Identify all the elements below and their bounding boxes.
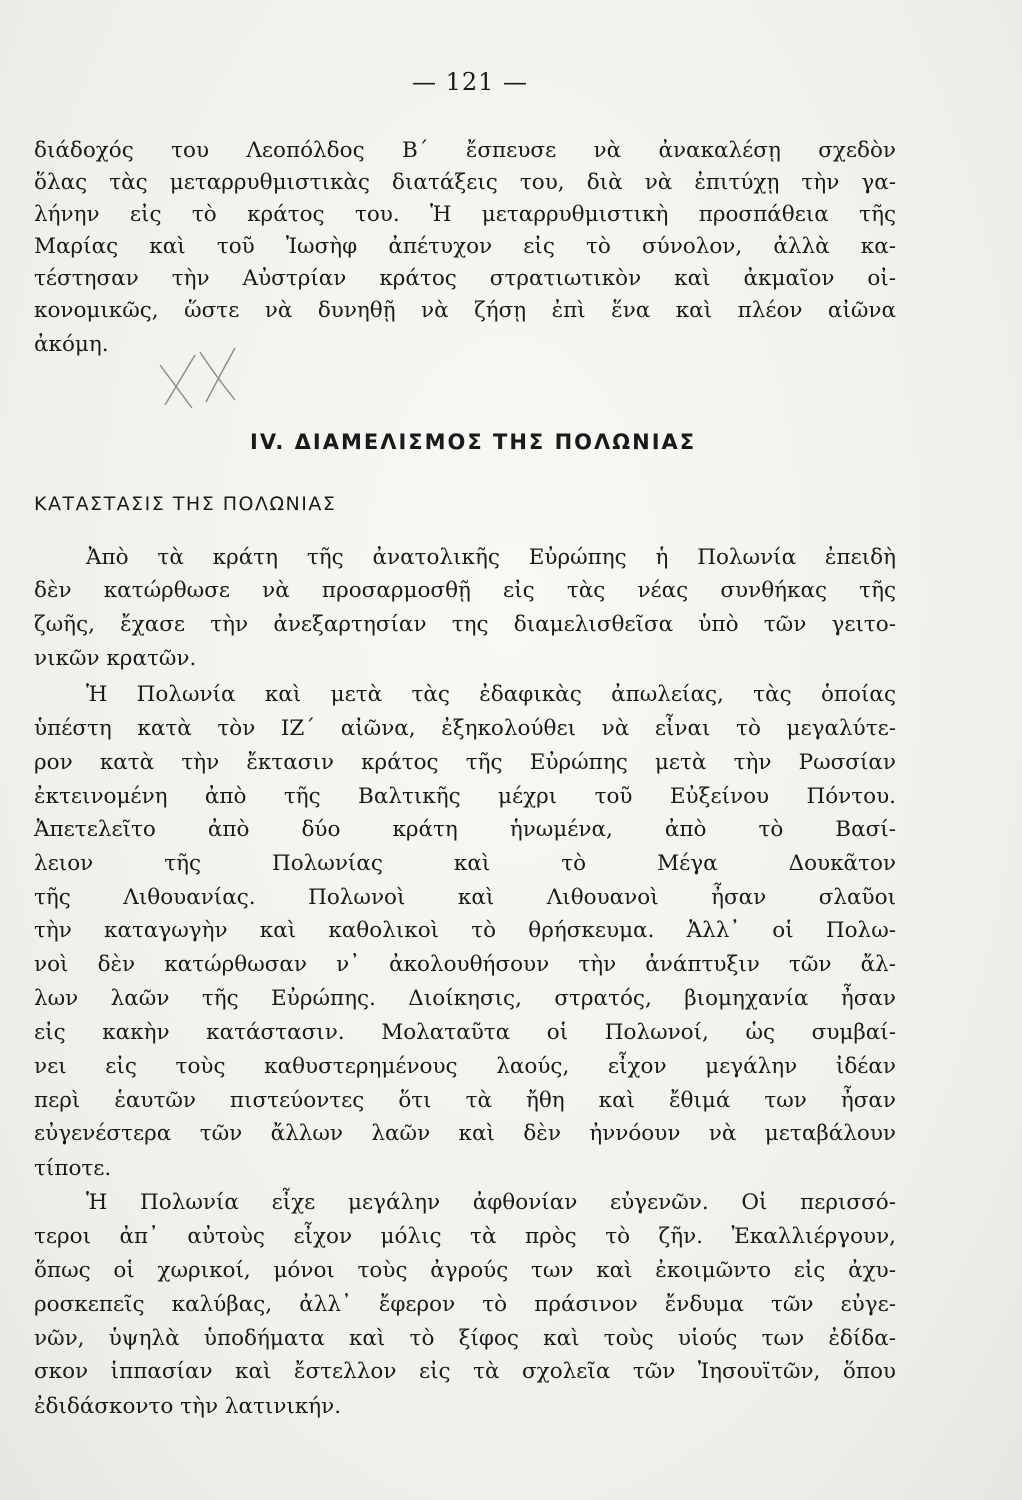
text-line: ροσκεπεῖς καλύβας, ἀλλ᾿ ἔφερον τὸ πράσινον ἔνδυμα τῶν εὐγε-	[34, 1292, 896, 1317]
text-line: ζωῆς, ἔχασε τὴν ἀνεξαρτησίαν της διαμελισθεῖσα ὑπὸ τῶν γειτο-	[34, 612, 896, 637]
text-line: νικῶν κρατῶν.	[34, 646, 197, 671]
text-line: σκον ἱππασίαν καὶ ἔστελλον εἰς τὰ σχολεῖα τῶν Ἰησουϊτῶν, ὅπου	[34, 1359, 896, 1384]
text-line: ρον κατὰ τὴν ἔκτασιν κράτος τῆς Εὐρώπης μετὰ τὴν Ρωσσίαν	[34, 750, 896, 775]
text-line: νῶν, ὑψηλὰ ὑποδήματα καὶ τὸ ξίφος καὶ τοὺς υἱούς των ἐδίδα-	[34, 1326, 896, 1351]
section-subheading: ΚΑΤΑΣΤΑΣΙΣ ΤΗΣ ΠΟΛΩΝΙΑΣ	[34, 493, 337, 515]
text-line: νει εἰς τοὺς καθυστερημένους λαούς, εἶχον μεγάλην ἰδέαν	[34, 1054, 896, 1079]
text-line: ὅπως οἱ χωρικοί, μόνοι τοὺς ἀγρούς των καὶ ἐκοιμῶντο εἰς ἀχυ-	[34, 1258, 896, 1283]
text-line: διάδοχός του Λεοπόλδος Β΄ ἔσπευσε νὰ ἀνακαλέσῃ σχεδὸν	[34, 138, 896, 163]
text-line: ἐδιδάσκοντο τὴν λατινικήν.	[34, 1394, 342, 1419]
text-line: ἀκόμη.	[34, 332, 109, 357]
text-line: τίποτε.	[34, 1156, 112, 1181]
text-line: Ἡ Πολωνία καὶ μετὰ τὰς ἐδαφικὰς ἀπωλείας, τὰς ὁποίας	[86, 682, 896, 707]
text-line: δὲν κατώρθωσε νὰ προσαρμοσθῇ εἰς τὰς νέας συνθήκας τῆς	[34, 578, 896, 603]
text-line: ὅλας τὰς μεταρρυθμιστικὰς διατάξεις του, διὰ νὰ ἐπιτύχῃ τὴν γα-	[34, 170, 896, 195]
text-line: τῆς Λιθουανίας. Πολωνοὶ καὶ Λιθουανοὶ ἦσαν σλαῦοι	[34, 885, 896, 910]
section-heading: IV. ΔΙΑΜΕΛΙΣΜΟΣ ΤΗΣ ΠΟΛΩΝΙΑΣ	[250, 430, 697, 454]
text-line: τὴν καταγωγὴν καὶ καθολικοὶ τὸ θρήσκευμα. Ἀλλ᾿ οἱ Πολω-	[34, 918, 896, 943]
text-line: εὐγενέστερα τῶν ἄλλων λαῶν καὶ δὲν ἠννόουν νὰ μεταβάλουν	[34, 1121, 896, 1146]
text-line: ἐκτεινομένη ἀπὸ τῆς Βαλτικῆς μέχρι τοῦ Εὐξείνου Πόντου.	[34, 784, 896, 809]
page-number: — 121 —	[411, 68, 529, 96]
text-line: Ἀπὸ τὰ κράτη τῆς ἀνατολικῆς Εὐρώπης ἡ Πολωνία ἐπειδὴ	[86, 545, 896, 570]
text-line: περὶ ἑαυτῶν πιστεύοντες ὅτι τὰ ἤθη καὶ ἔθιμά των ἦσαν	[34, 1088, 896, 1113]
text-line: τεροι ἀπ᾿ αὐτοὺς εἶχον μόλις τὰ πρὸς τὸ ζῆν. Ἐκαλλιέργουν,	[34, 1224, 896, 1249]
text-line: λειον τῆς Πολωνίας καὶ τὸ Μέγα Δουκᾶτον	[34, 851, 896, 876]
text-line: τέστησαν τὴν Αὐστρίαν κράτος στρατιωτικὸν καὶ ἀκμαῖον οἰ-	[34, 266, 896, 291]
text-line: ὑπέστη κατὰ τὸν ΙΖ΄ αἰῶνα, ἐξηκολούθει νὰ εἶναι τὸ μεγαλύτε-	[34, 716, 896, 741]
text-line: λων λαῶν τῆς Εὐρώπης. Διοίκησις, στρατός, βιομηχανία ἦσαν	[34, 986, 896, 1011]
text-line: λήνην εἰς τὸ κράτος του. Ἡ μεταρρυθμιστικὴ προσπάθεια τῆς	[34, 202, 896, 227]
text-line: Ἀπετελεῖτο ἀπὸ δύο κράτη ἡνωμένα, ἀπὸ τὸ Βασί-	[34, 817, 896, 842]
text-line: Ἡ Πολωνία εἶχε μεγάλην ἀφθονίαν εὐγενῶν. Οἱ περισσό-	[86, 1190, 896, 1215]
pencil-xx-mark	[140, 330, 250, 415]
text-line: Μαρίας καὶ τοῦ Ἰωσὴφ ἀπέτυχον εἰς τὸ σύνολον, ἀλλὰ κα-	[34, 234, 896, 259]
text-line: νοὶ δὲν κατώρθωσαν ν᾿ ἀκολουθήσουν τὴν ἀνάπτυξιν τῶν ἄλ-	[34, 952, 896, 977]
text-line: εἰς κακὴν κατάστασιν. Μολαταῦτα οἱ Πολωνοί, ὡς συμβαί-	[34, 1020, 896, 1045]
text-line: κονομικῶς, ὥστε νὰ δυνηθῇ νὰ ζήσῃ ἐπὶ ἕνα καὶ πλέον αἰῶνα	[34, 298, 896, 323]
